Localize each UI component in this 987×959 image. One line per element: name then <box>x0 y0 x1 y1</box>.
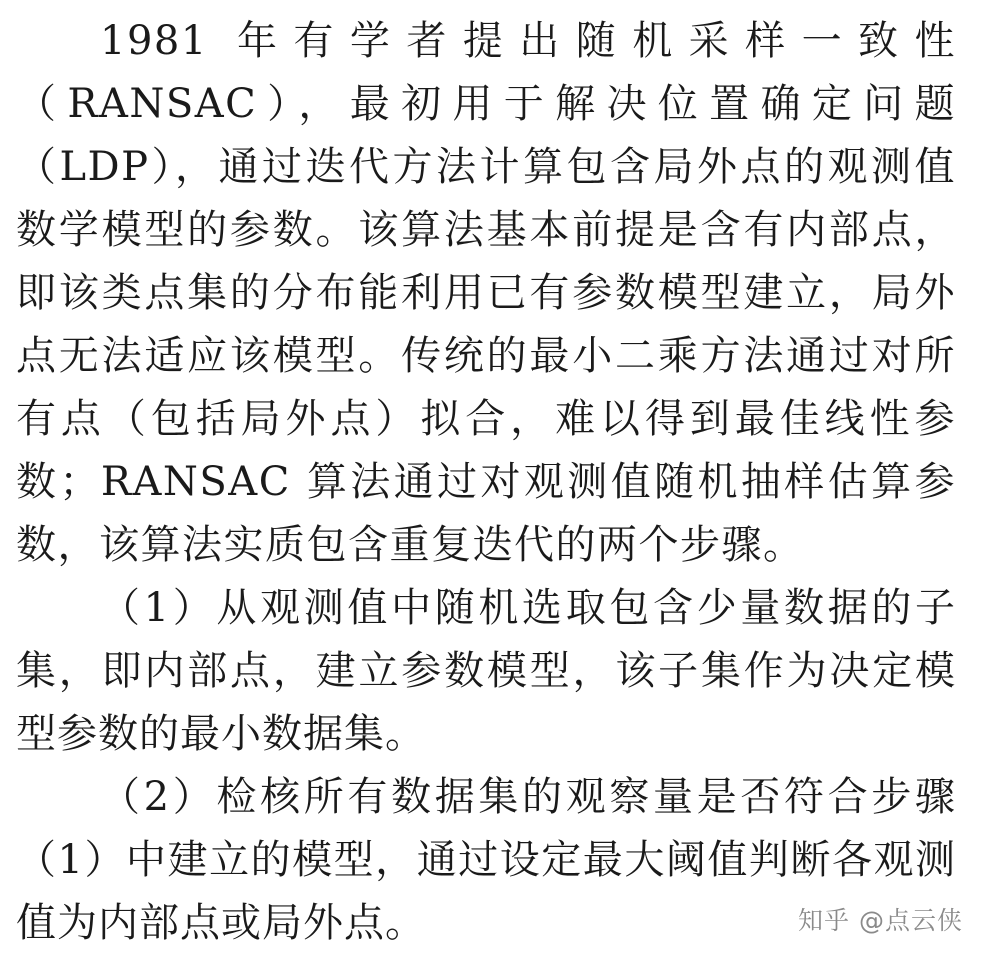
paragraph-ransac-intro: 1981 年有学者提出随机采样一致性（RANSAC），最初用于解决位置确定问题（LDP），通过迭代方法计算包含局外点的观测值数学模型的参数。该算法基本前提是含有内部点，即该类点集的分布能利用已有参数模型建立，局外点无法适应该模型。传统的最小二乘方法通过对所有点（包括局外点）拟合，难以得到最佳线性参数；RANSAC 算法通过对观测值随机抽样估算参数，该算法实质包含重复迭代的两个步骤。 <box>16 18 956 568</box>
paragraph-step-2: （2）检核所有数据集的观察量是否符合步骤（1）中建立的模型，通过设定最大阈值判断各观测值为内部点或局外点。 <box>16 774 956 946</box>
document-body <box>16 10 956 955</box>
zhihu-watermark: 知乎 @点云侠 <box>798 906 963 935</box>
paragraph-step-1: （1）从观测值中随机选取包含少量数据的子集，即内部点，建立参数模型，该子集作为决定模型参数的最小数据集。 <box>16 585 956 757</box>
